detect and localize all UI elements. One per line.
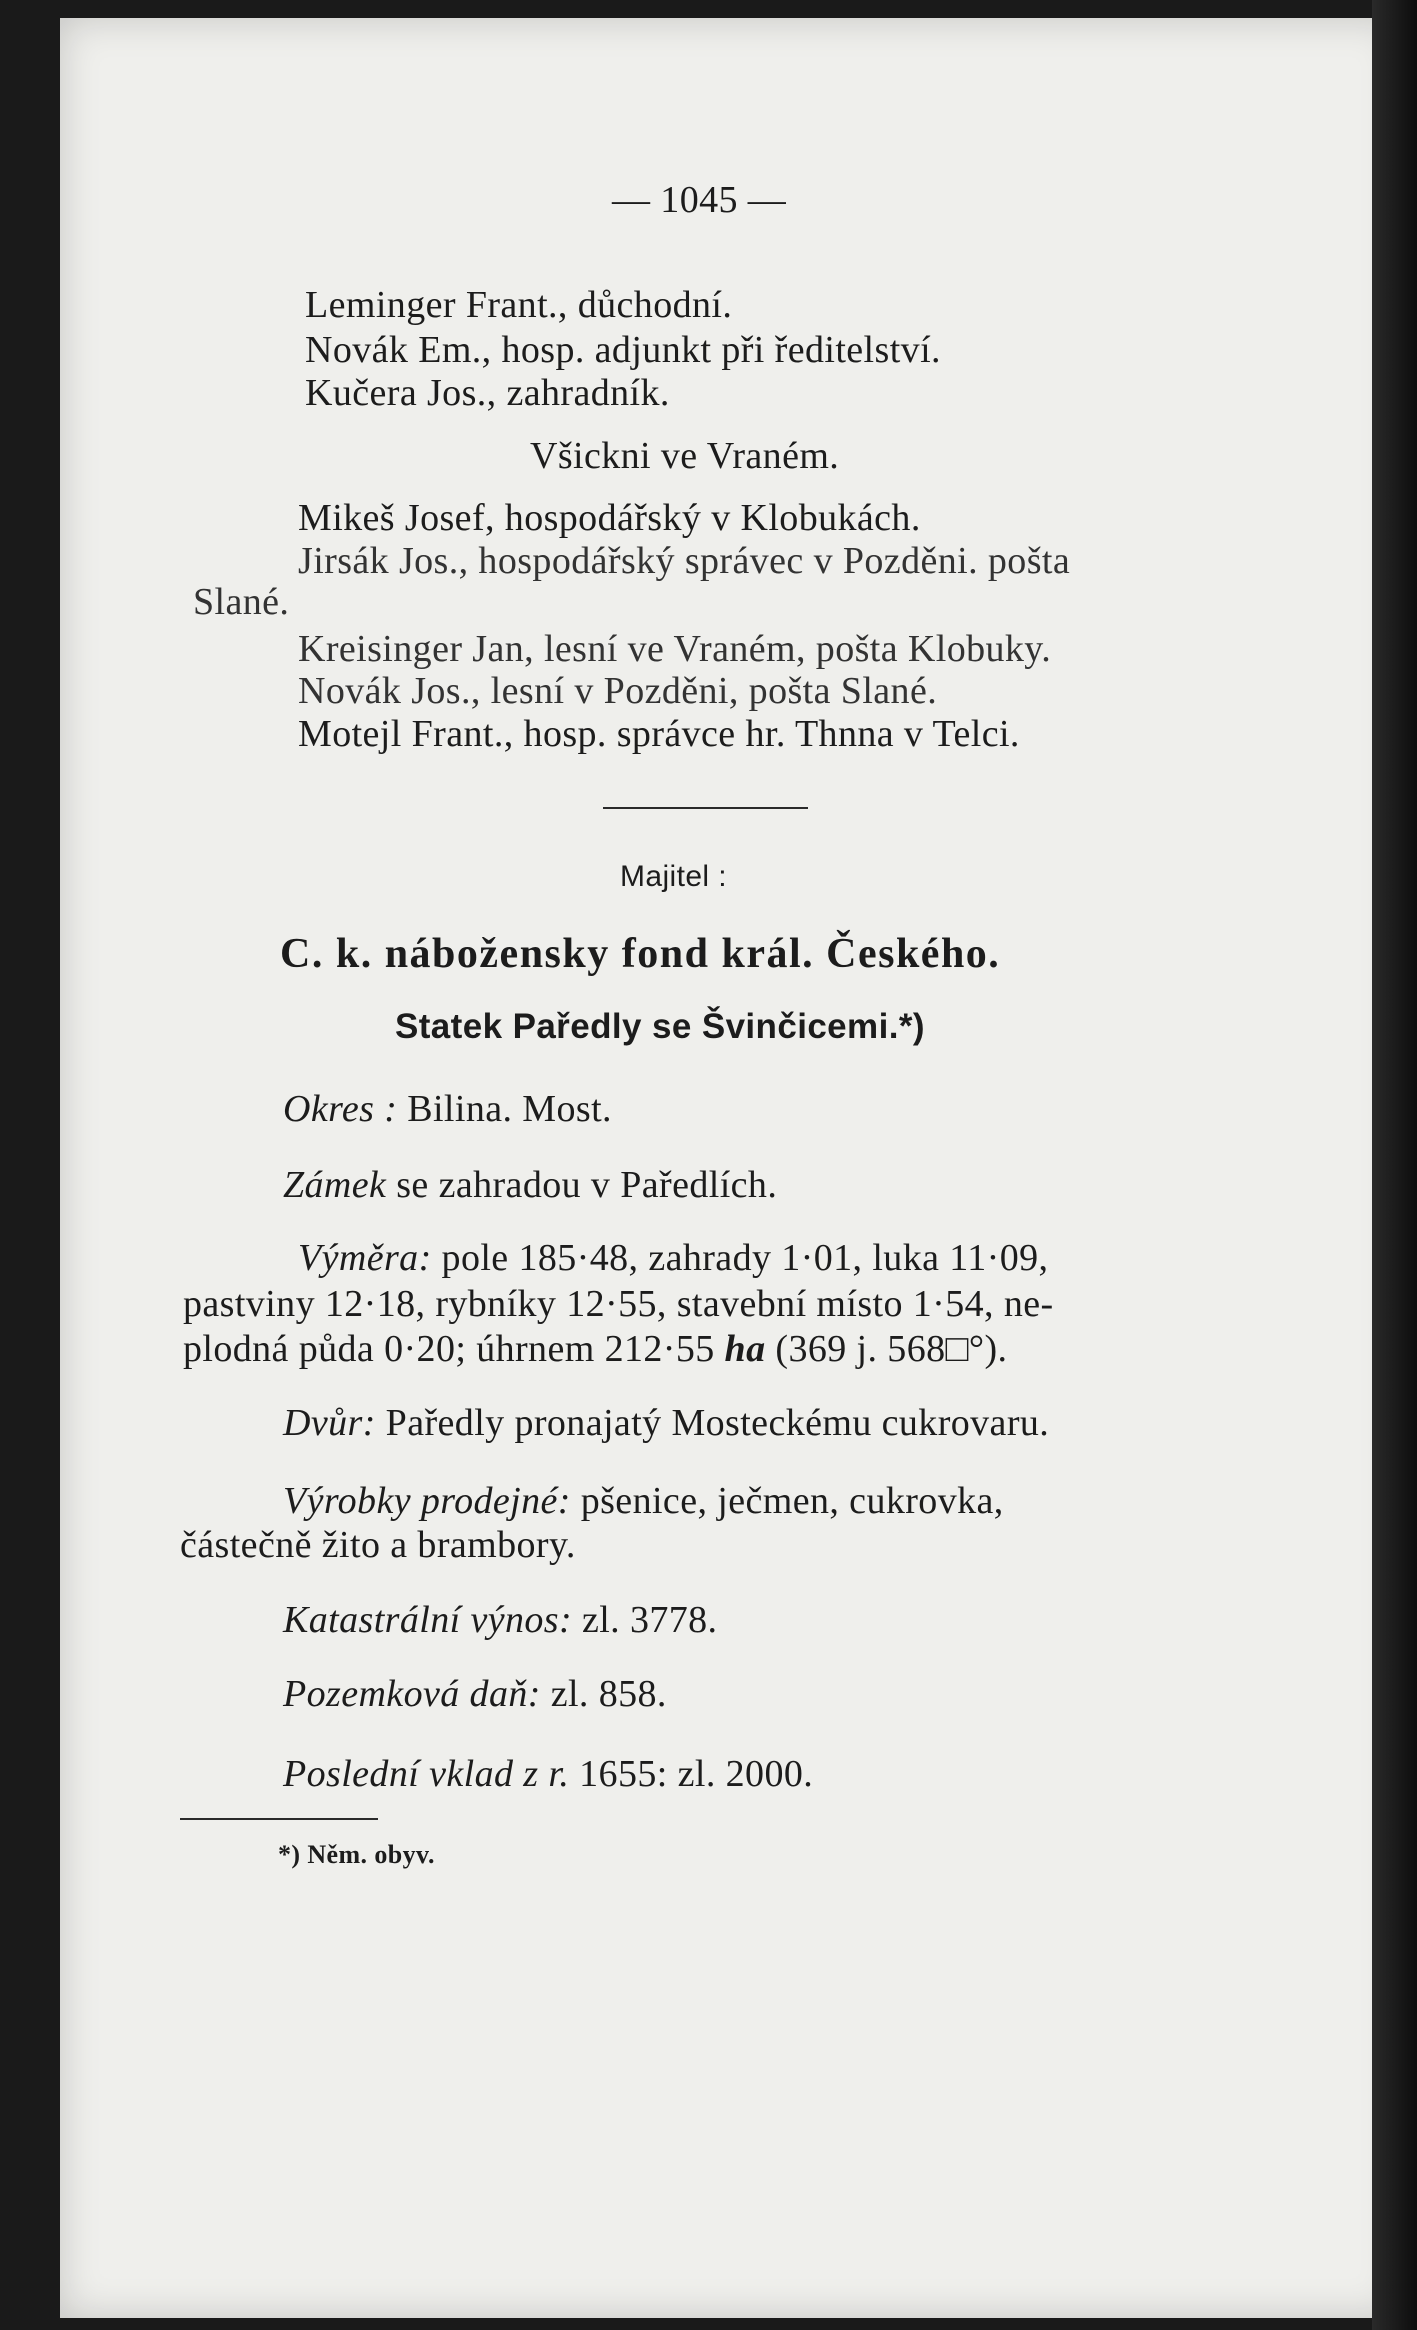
mikes-line: Mikeš Josef, hospodářský v Klobukách. xyxy=(298,497,921,539)
dvur-line xyxy=(283,1401,1049,1445)
katastr-value: zl. 3778. xyxy=(581,1599,718,1641)
dan-label: Pozemková daň: xyxy=(283,1673,541,1715)
okres-value: Bilina. Most. xyxy=(407,1088,612,1130)
vyrobky-line-2: částečně žito a brambory. xyxy=(180,1524,576,1566)
zamek-label: Zámek xyxy=(283,1164,387,1206)
footnote-rule xyxy=(180,1818,378,1820)
dvur-label: Dvůr: xyxy=(283,1402,376,1444)
zamek-value: se zahradou v Paředlích. xyxy=(396,1164,778,1206)
dan-line xyxy=(283,1672,667,1716)
vyrobky-text-1: pšenice, ječmen, cukrovka, xyxy=(580,1480,1004,1522)
staff-line-4: Všickni ve Vraném. xyxy=(530,435,840,477)
zamek-line xyxy=(283,1163,777,1207)
section-divider xyxy=(603,807,808,809)
estate-title: Statek Paředly se Švinčicemi.*) xyxy=(395,1007,925,1046)
vklad-line xyxy=(283,1752,813,1796)
staff-line-1: Leminger Frant., důchodní. xyxy=(305,284,733,326)
footnote: *) Něm. obyv. xyxy=(278,1840,435,1869)
majitel-label: Majitel : xyxy=(620,860,727,893)
vyrobky-line-1 xyxy=(283,1479,1004,1523)
jirsak-line-2: Slané. xyxy=(193,581,290,623)
book-spine xyxy=(1372,0,1417,2330)
vymera-unit: ha xyxy=(724,1328,766,1370)
owner-heading: C. k. nábožensky fond král. Českého. xyxy=(280,931,1001,977)
vklad-label: Poslední vklad z r. xyxy=(283,1753,570,1795)
vymera-line-3 xyxy=(183,1327,1007,1371)
kreisinger-line: Kreisinger Jan, lesní ve Vraném, pošta Klobuky. xyxy=(298,628,1052,670)
katastr-line xyxy=(283,1598,717,1642)
dan-value: zl. 858. xyxy=(550,1673,667,1715)
jirsak-line-1: Jirsák Jos., hospodářský správec v Pozděni. pošta xyxy=(298,540,1071,582)
page-number: — 1045 — xyxy=(612,179,787,221)
vymera-text-1: pole 185·48, zahrady 1·01, luka 11·09, xyxy=(441,1237,1049,1279)
vymera-text-3b: (369 j. 568□°). xyxy=(775,1328,1008,1370)
staff-line-3: Kučera Jos., zahradník. xyxy=(305,372,670,414)
novak-jos-line: Novák Jos., lesní v Pozděni, pošta Slané. xyxy=(298,670,938,712)
katastr-label: Katastrální výnos: xyxy=(283,1599,573,1641)
okres-line xyxy=(283,1087,612,1131)
dvur-value: Paředly pronajatý Mosteckému cukrovaru. xyxy=(385,1402,1050,1444)
vymera-line-2: pastviny 12·18, rybníky 12·55, stavební místo 1·54, ne- xyxy=(183,1283,1054,1325)
vymera-line-1 xyxy=(298,1236,1048,1280)
vklad-value: 1655: zl. 2000. xyxy=(579,1753,814,1795)
staff-line-2: Novák Em., hosp. adjunkt při ředitelství. xyxy=(305,329,941,371)
motejl-line: Motejl Frant., hosp. správce hr. Thnna v Telci. xyxy=(298,713,1020,755)
vyrobky-label: Výrobky prodejné: xyxy=(283,1480,571,1522)
vymera-label: Výměra: xyxy=(298,1237,432,1279)
vymera-text-3a: plodná půda 0·20; úhrnem 212·55 xyxy=(183,1328,715,1370)
okres-label: Okres : xyxy=(283,1088,398,1130)
